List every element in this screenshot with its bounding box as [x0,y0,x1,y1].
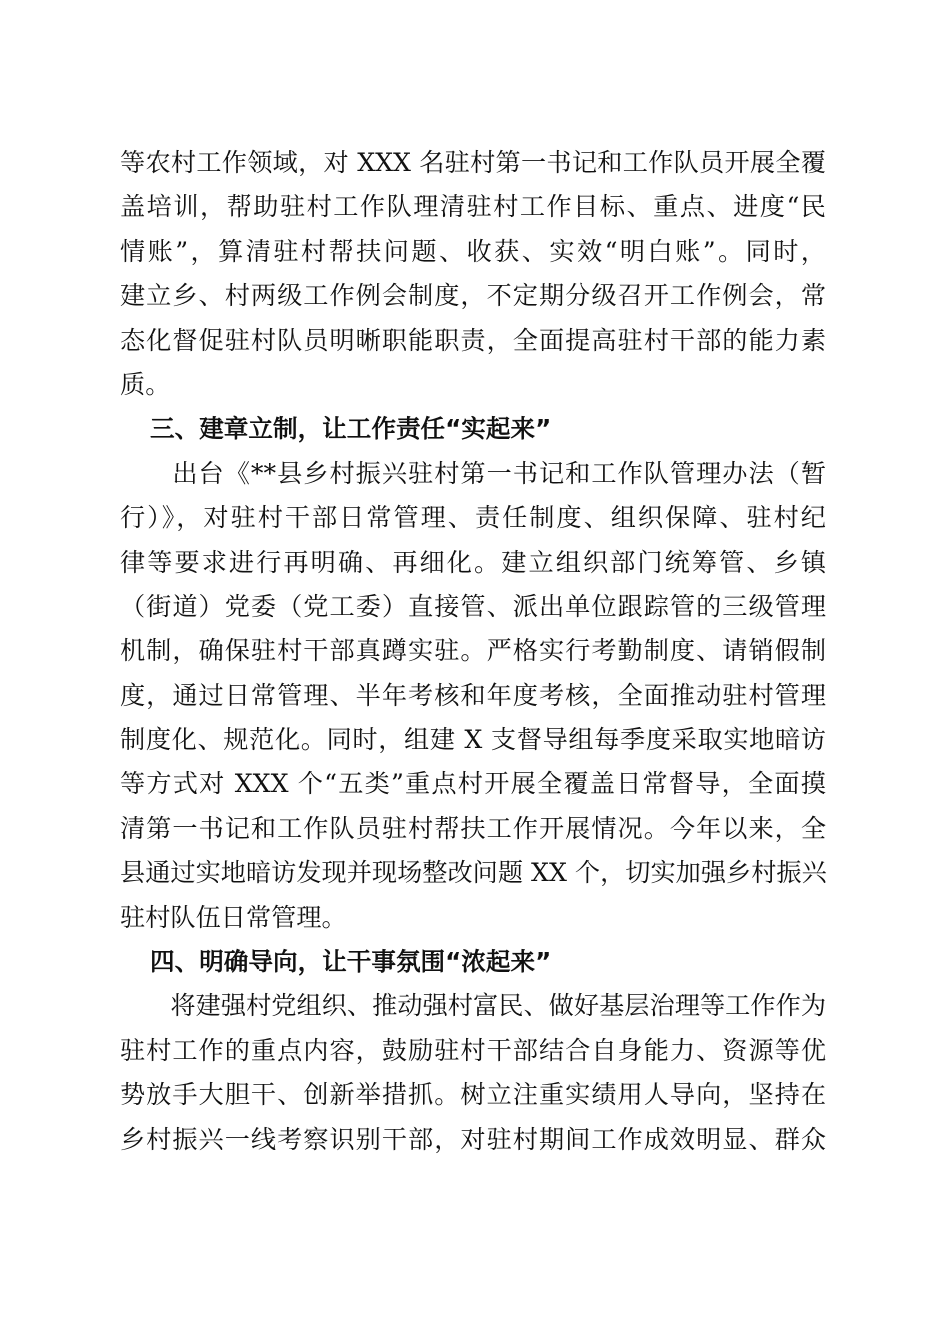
paragraph-line: 盖培训，帮助驻村工作队理清驻村工作目标、重点、进度“民 [120,192,826,222]
paragraph-training [120,141,826,407]
paragraph-line: 制度化、规范化。同时，组建 X 支督导组每季度采取实地暗访 [120,725,826,755]
paragraph-line: （街道）党委（党工委）直接管、派出单位跟踪管的三级管理 [120,591,826,621]
section-heading-3: 三、建章立制，让工作责任“实起来” [150,414,552,444]
paragraph-line: 律等要求进行再明确、再细化。建立组织部门统筹管、乡镇 [120,547,826,577]
paragraph-management [120,452,826,940]
paragraph-line: 乡村振兴一线考察识别干部，对驻村期间工作成效明显、群众 [120,1124,826,1154]
paragraph-line: 出台《**县乡村振兴驻村第一书记和工作队管理办法（暂 [120,458,826,488]
paragraph-line: 驻村工作的重点内容，鼓励驻村干部结合自身能力、资源等优 [120,1035,826,1065]
document-body [120,141,826,1162]
section-heading-4: 四、明确导向，让干事氛围“浓起来” [150,947,552,977]
paragraph-guidance [120,984,826,1162]
paragraph-line: 清第一书记和工作队员驻村帮扶工作开展情况。今年以来，全 [120,813,826,843]
paragraph-line: 势放手大胆干、创新举措抓。树立注重实绩用人导向，坚持在 [120,1080,826,1110]
paragraph-line: 行）》，对驻村干部日常管理、责任制度、组织保障、驻村纪 [120,503,826,533]
paragraph-line: 度，通过日常管理、半年考核和年度考核，全面推动驻村管理 [120,680,826,710]
paragraph-line: 建立乡、村两级工作例会制度，不定期分级召开工作例会，常 [120,281,826,311]
paragraph-line: 县通过实地暗访发现并现场整改问题 XX 个，切实加强乡村振兴 [120,858,827,888]
paragraph-line: 态化督促驻村队员明晰职能职责，全面提高驻村干部的能力素 [120,325,826,355]
paragraph-line: 将建强村党组织、推动强村富民、做好基层治理等工作作为 [120,991,826,1021]
paragraph-line: 等农村工作领域，对 XXX 名驻村第一书记和工作队员开展全覆 [120,148,826,177]
paragraph-line: 机制，确保驻村干部真蹲实驻。严格实行考勤制度、请销假制 [120,636,826,666]
paragraph-line: 等方式对 XXX 个“五类”重点村开展全覆盖日常督导，全面摸 [120,769,826,799]
paragraph-line: 驻村队伍日常管理。 [120,902,347,932]
paragraph-line: 情账”，算清驻村帮扶问题、收获、实效“明白账”。同时， [120,236,826,266]
paragraph-line: 质。 [120,369,171,399]
